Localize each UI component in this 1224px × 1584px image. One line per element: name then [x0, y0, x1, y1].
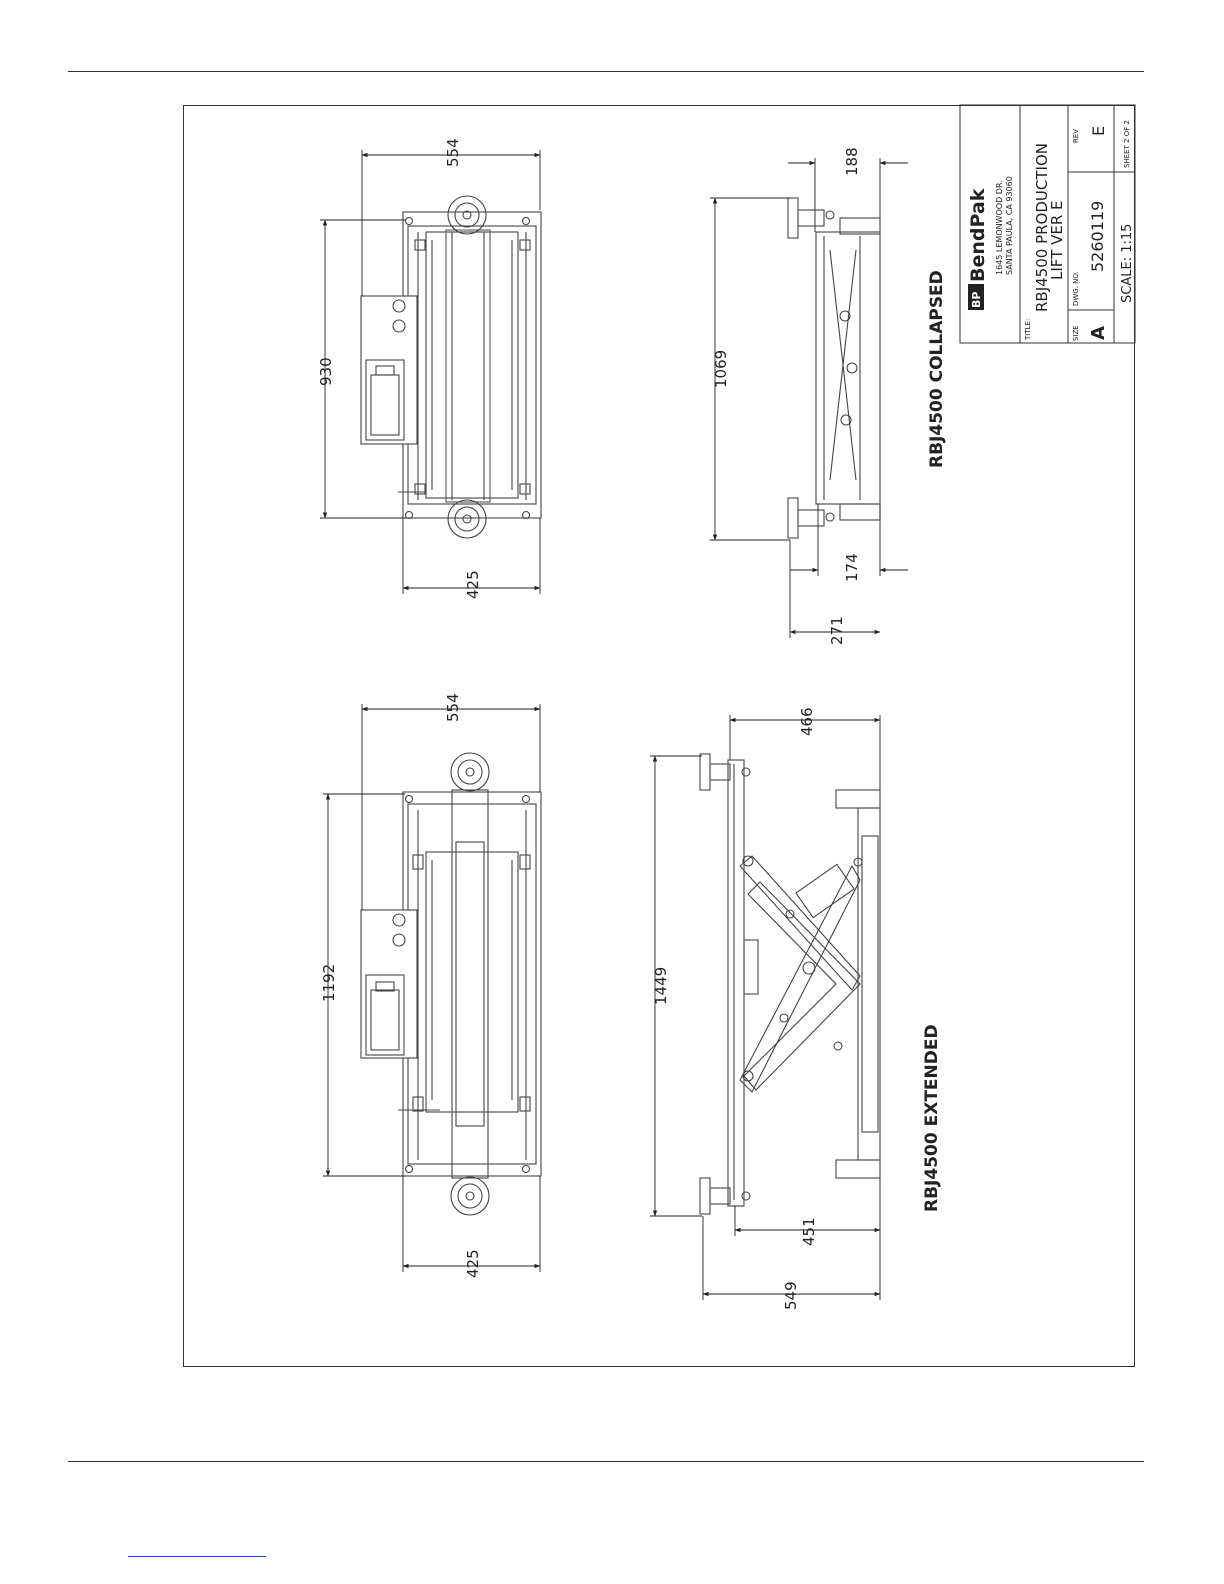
dim-collapsed-side-length: 1069 — [712, 349, 730, 388]
dim-extended-side-height-top: 466 — [798, 707, 816, 736]
svg-text:BP: BP — [970, 291, 983, 308]
dim-extended-side-length: 1449 — [652, 966, 670, 1005]
title-line-1: RBJ4500 PRODUCTION — [1033, 143, 1051, 312]
scale-value: SCALE: 1:15 — [1120, 223, 1135, 303]
collapsed-side-dimensions — [710, 158, 908, 638]
dim-collapsed-side-overall: 271 — [828, 616, 846, 645]
rev-value: E — [1089, 125, 1108, 136]
size-value: A — [1088, 326, 1109, 340]
dwg-no-value: 5260119 — [1088, 200, 1107, 272]
dim-extended-side-height-bottom: 451 — [800, 1217, 818, 1246]
extended-side-dimensions — [650, 715, 880, 1300]
extended-side-view — [700, 754, 880, 1214]
sheet-value: SHEET 2 OF 2 — [1123, 120, 1131, 168]
dim-extended-side-overall: 549 — [782, 1281, 800, 1310]
extended-view-label: RBJ4500 EXTENDED — [922, 1024, 942, 1212]
rev-label: REV — [1072, 128, 1080, 143]
dim-collapsed-plan-width: 554 — [444, 138, 462, 167]
company-name: BendPak — [967, 188, 989, 282]
dim-extended-plan-width: 554 — [444, 693, 462, 722]
dwg-no-label: DWG. NO. — [1072, 271, 1080, 306]
title-line-2: LIFT VER E — [1048, 200, 1066, 280]
dim-extended-plan-inner: 425 — [464, 1249, 482, 1278]
dim-collapsed-plan-length: 930 — [317, 357, 335, 386]
dim-extended-plan-length: 1192 — [320, 963, 338, 1002]
collapsed-plan-dimensions — [320, 150, 540, 594]
bendpak-logo — [968, 284, 984, 310]
dim-collapsed-side-height-bottom: 174 — [843, 553, 861, 582]
collapsed-side-view — [788, 198, 880, 538]
title-label: TITLE: — [1024, 318, 1032, 340]
address-line-1: 1645 LEMONWOOD DR. — [995, 180, 1004, 275]
address-line-2: SANTA PAULA, CA 93060 — [1005, 176, 1014, 275]
extended-plan-view — [361, 753, 541, 1215]
dim-collapsed-plan-inner: 425 — [464, 570, 482, 599]
collapsed-plan-view — [361, 196, 541, 538]
size-label: SIZE — [1072, 325, 1080, 341]
collapsed-view-label: RBJ4500 COLLAPSED — [927, 270, 947, 468]
dim-collapsed-side-height-top: 188 — [843, 147, 861, 176]
